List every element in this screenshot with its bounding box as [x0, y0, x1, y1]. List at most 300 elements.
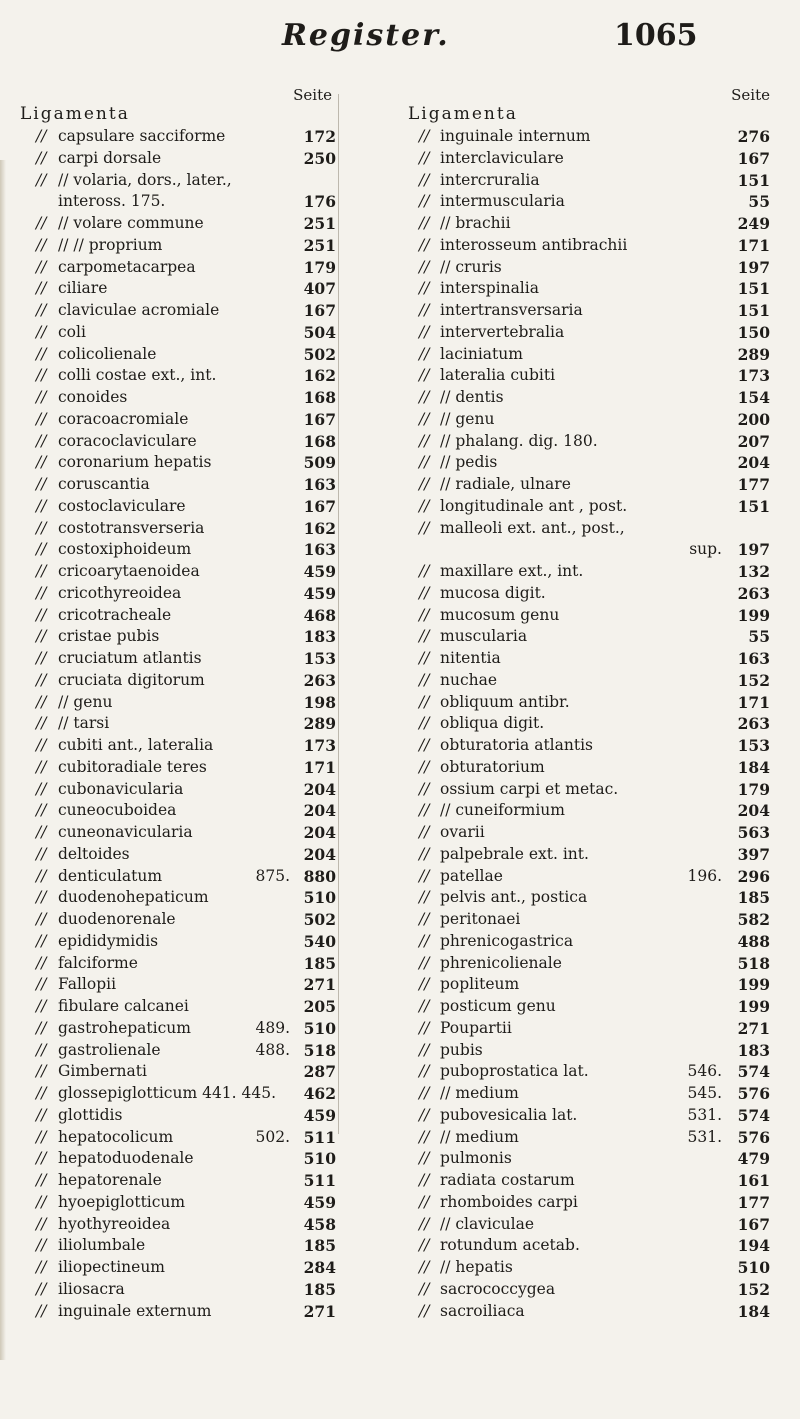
- index-entry: [20, 866, 338, 888]
- index-entry: [20, 909, 338, 931]
- ditto-mark: //: [36, 910, 47, 928]
- index-entry: [348, 1279, 770, 1301]
- entry-page-number: 163: [303, 540, 336, 560]
- index-entry: [20, 344, 338, 366]
- entry-page-number: 179: [737, 779, 770, 799]
- entry-term: hepatocolicum: [58, 1127, 174, 1146]
- entry-term: cristae pubis: [58, 627, 160, 646]
- ditto-mark: //: [419, 888, 430, 907]
- entry-page-number: 184: [737, 757, 770, 777]
- ditto-mark: //: [419, 279, 430, 298]
- index-entry: [20, 431, 338, 453]
- index-entry: [20, 1257, 338, 1279]
- entry-term: // tarsi: [58, 714, 110, 733]
- page-number: 1065: [614, 18, 698, 53]
- entry-term: popliteum: [440, 975, 520, 994]
- entry-term: posticum genu: [440, 997, 556, 1015]
- ditto-mark: //: [36, 431, 47, 450]
- entry-term: ovarii: [440, 823, 485, 841]
- entry-term: // hepatis: [440, 1258, 513, 1276]
- ditto-mark: //: [36, 1236, 47, 1255]
- ditto-mark: //: [419, 148, 430, 167]
- entry-term: colli costae ext., int.: [58, 366, 217, 385]
- ditto-mark: //: [36, 953, 47, 972]
- ditto-mark: //: [419, 1258, 430, 1276]
- entry-term: peritonaei: [440, 910, 521, 928]
- entry-page-number: 199: [737, 997, 770, 1016]
- entry-term: maxillare ext., int.: [440, 562, 584, 580]
- entry-term: phrenicogastrica: [440, 931, 574, 950]
- entry-page-number: 167: [737, 1214, 770, 1234]
- entry-term: costoxiphoideum: [58, 540, 192, 559]
- entry-page-number: 459: [303, 1192, 336, 1212]
- entry-term: iliopectineum: [58, 1258, 166, 1276]
- entry-page-number: 163: [303, 475, 336, 494]
- entry-term: phrenicolienale: [440, 953, 562, 972]
- ditto-mark: //: [36, 627, 47, 646]
- ditto-mark: //: [419, 779, 430, 798]
- index-entry: [20, 278, 338, 300]
- entry-term: coronarium hepatis: [58, 453, 212, 472]
- entry-page-number: 502: [303, 344, 336, 364]
- entry-term: rhomboides carpi: [440, 1192, 578, 1211]
- index-entry: [20, 148, 338, 170]
- index-entry: [348, 257, 770, 279]
- entry-term: pulmonis: [440, 1149, 512, 1168]
- ditto-mark: //: [36, 1258, 47, 1276]
- entry-page-number: 271: [303, 1301, 336, 1321]
- entry-page-number: 197: [737, 540, 770, 560]
- entry-page-number: 177: [737, 475, 770, 494]
- ditto-mark: //: [419, 127, 430, 145]
- index-entry: [20, 1301, 338, 1323]
- ditto-mark: //: [419, 409, 430, 428]
- index-entry: [348, 539, 770, 561]
- entry-term: intervertebralia: [440, 322, 565, 341]
- entry-page-number: 205: [303, 997, 336, 1016]
- entry-page-number: 150: [737, 322, 770, 342]
- ditto-mark: //: [36, 518, 47, 537]
- index-entry: [20, 561, 338, 583]
- entry-term: // cruris: [440, 257, 502, 276]
- entry-term: // brachii: [440, 214, 511, 232]
- index-entry: [348, 148, 770, 170]
- ditto-mark: //: [419, 997, 430, 1015]
- entry-term: laciniatum: [440, 344, 523, 363]
- index-entry: [348, 670, 770, 692]
- entry-term: intermuscularia: [440, 192, 565, 211]
- entry-page-number: 249: [737, 214, 770, 233]
- index-entry: [20, 1279, 338, 1301]
- ditto-mark: //: [36, 279, 47, 298]
- entry-term: coracoacromiale: [58, 409, 189, 428]
- entry-page-number: 184: [737, 1301, 770, 1321]
- entry-term: iliolumbale: [58, 1236, 146, 1255]
- entry-page-number: 162: [303, 366, 336, 386]
- index-entry: [20, 300, 338, 322]
- index-entry: [348, 822, 770, 844]
- ditto-mark: //: [419, 1040, 430, 1059]
- entry-term: inguinale internum: [440, 127, 591, 145]
- ditto-mark: //: [419, 1236, 430, 1255]
- entry-page-number: 407: [303, 279, 336, 299]
- entry-page-number: 198: [303, 692, 336, 712]
- entry-term: cubitoradiale teres: [58, 757, 207, 776]
- ditto-mark: //: [36, 322, 47, 341]
- index-entry: [348, 583, 770, 605]
- index-entry: [20, 779, 338, 801]
- ditto-mark: //: [36, 127, 47, 145]
- entry-page-number: 55: [748, 192, 770, 212]
- entry-page-number: 197: [737, 257, 770, 277]
- entry-term: cubiti ant., lateralia: [58, 736, 214, 754]
- entry-page-number: 510: [303, 1149, 336, 1169]
- index-entry: [348, 757, 770, 779]
- index-entry: [348, 191, 770, 213]
- entry-term: // medium: [440, 1127, 519, 1146]
- entry-term: lateralia cubiti: [440, 366, 556, 385]
- ditto-mark: //: [419, 1149, 430, 1168]
- entry-term: denticulatum: [58, 866, 163, 885]
- index-entry: [20, 757, 338, 779]
- entry-page-number: 163: [737, 649, 770, 668]
- index-entry: [20, 605, 338, 627]
- entry-page-number: 250: [303, 148, 336, 168]
- entry-extra-page: 502.: [255, 1127, 290, 1146]
- ditto-mark: //: [419, 910, 430, 928]
- section-title: Ligamenta: [20, 104, 130, 124]
- index-entry: [348, 474, 770, 496]
- entry-term: obturatoria atlantis: [440, 736, 594, 754]
- index-entry: [348, 648, 770, 670]
- entry-page-number: 502: [303, 910, 336, 929]
- entry-term: hepatoduodenale: [58, 1149, 194, 1168]
- ditto-mark: //: [36, 475, 47, 493]
- ditto-mark: //: [36, 235, 47, 254]
- ditto-mark: //: [36, 1279, 47, 1298]
- entry-page-number: 176: [303, 192, 336, 212]
- entry-term: hyoepiglotticum: [58, 1192, 186, 1211]
- page-title: Register.: [282, 18, 450, 53]
- entry-page-number: 153: [737, 736, 770, 755]
- entry-page-number: 511: [303, 1171, 336, 1190]
- ditto-mark: //: [419, 975, 430, 994]
- entry-extra-page: 875.: [255, 866, 290, 885]
- entry-term: palpebrale ext. int.: [440, 844, 589, 863]
- ditto-mark: //: [419, 649, 430, 667]
- entry-page-number: 263: [737, 583, 770, 603]
- entry-page-number: 458: [303, 1214, 336, 1234]
- entry-term: Poupartii: [440, 1018, 512, 1037]
- ditto-mark: //: [419, 866, 430, 885]
- entry-page-number: 289: [303, 714, 336, 734]
- entry-page-number: 284: [303, 1258, 336, 1277]
- ditto-mark: //: [36, 1214, 47, 1233]
- ditto-mark: //: [419, 931, 430, 950]
- index-entry: [20, 387, 338, 409]
- index-entry: [20, 1170, 338, 1192]
- ditto-mark: //: [36, 1084, 47, 1102]
- index-entry: [348, 1040, 770, 1062]
- ditto-mark: //: [36, 1171, 47, 1189]
- index-entry: [20, 496, 338, 518]
- entry-page-number: 162: [303, 518, 336, 538]
- entry-page-number: 204: [737, 801, 770, 821]
- ditto-mark: //: [419, 1301, 430, 1320]
- entry-page-number: 880: [303, 866, 336, 886]
- entry-term: mucosum genu: [440, 605, 560, 624]
- ditto-mark: //: [36, 1127, 47, 1146]
- entry-term: interspinalia: [440, 279, 539, 298]
- entry-page-number: 154: [737, 388, 770, 407]
- entry-term: costotransverseria: [58, 518, 205, 537]
- ditto-mark: //: [419, 583, 430, 602]
- left-column-head: [20, 86, 338, 126]
- entry-term: claviculae acromiale: [58, 301, 220, 319]
- ditto-mark: //: [36, 736, 47, 754]
- index-entry: [348, 170, 770, 192]
- entry-term: nitentia: [440, 649, 501, 667]
- index-entry: [348, 866, 770, 888]
- ditto-mark: //: [419, 192, 430, 211]
- page-edge-shadow: [0, 160, 6, 1360]
- ditto-mark: //: [419, 1127, 430, 1146]
- index-entry: [20, 800, 338, 822]
- entry-page-number: 271: [303, 975, 336, 995]
- ditto-mark: //: [36, 257, 47, 276]
- entry-term: coli: [58, 322, 86, 341]
- entry-page-number: 171: [303, 757, 336, 777]
- entry-term: costoclaviculare: [58, 496, 186, 515]
- ditto-mark: //: [419, 257, 430, 276]
- entry-term: glossepiglotticum 441. 445.: [58, 1084, 277, 1102]
- index-entry: [348, 1148, 770, 1170]
- entry-extra-page: 489.: [255, 1018, 290, 1037]
- index-entry: [348, 692, 770, 714]
- entry-term: cricotracheale: [58, 605, 172, 624]
- entry-page-number: 185: [303, 1236, 336, 1256]
- entry-term: cubonavicularia: [58, 779, 184, 798]
- ditto-mark: //: [419, 322, 430, 341]
- entry-term: // genu: [58, 692, 113, 711]
- right-column: [348, 86, 770, 1322]
- index-entry: [20, 170, 338, 192]
- index-list: [20, 126, 338, 1322]
- index-entry: [348, 344, 770, 366]
- entry-page-number: 276: [737, 127, 770, 146]
- index-entry: [20, 648, 338, 670]
- index-entry: [20, 539, 338, 561]
- entry-page-number: 518: [737, 953, 770, 973]
- entry-page-number: 204: [303, 779, 336, 799]
- entry-page-number: 185: [303, 1279, 336, 1299]
- index-entry: [20, 1105, 338, 1127]
- entry-page-number: 510: [303, 1018, 336, 1038]
- entry-term: cuneocuboidea: [58, 801, 177, 820]
- ditto-mark: //: [419, 301, 430, 319]
- entry-page-number: 459: [303, 562, 336, 581]
- ditto-mark: //: [36, 1018, 47, 1037]
- ditto-mark: //: [36, 366, 47, 385]
- index-entry: [348, 1083, 770, 1105]
- entry-term: sacroiliaca: [440, 1301, 525, 1320]
- ditto-mark: //: [419, 692, 430, 711]
- index-list: [348, 126, 770, 1322]
- index-entry: [20, 670, 338, 692]
- ditto-mark: //: [419, 366, 430, 385]
- index-entry: [348, 213, 770, 235]
- entry-page-number: 161: [737, 1171, 770, 1190]
- entry-term: interclaviculare: [440, 148, 564, 167]
- entry-page-number: 510: [303, 888, 336, 908]
- index-entry: [348, 713, 770, 735]
- entry-page-number: 153: [303, 649, 336, 668]
- entry-term: mucosa digit.: [440, 583, 546, 602]
- index-entry: [20, 1192, 338, 1214]
- entry-page-number: 459: [303, 583, 336, 603]
- index-entry: [348, 931, 770, 953]
- entry-term: deltoides: [58, 844, 130, 863]
- entry-page-number: 207: [737, 431, 770, 451]
- ditto-mark: //: [419, 1171, 430, 1189]
- index-entry: [348, 496, 770, 518]
- index-entry: [20, 213, 338, 235]
- ditto-mark: //: [419, 823, 430, 841]
- entry-extra-page: 531.: [687, 1105, 722, 1124]
- ditto-mark: //: [36, 1062, 47, 1081]
- entry-term: ossium carpi et metac.: [440, 779, 619, 798]
- index-entry: [348, 800, 770, 822]
- entry-page-number: 540: [303, 931, 336, 951]
- index-entry: [348, 779, 770, 801]
- index-entry: [20, 322, 338, 344]
- entry-term: epididymidis: [58, 931, 159, 950]
- entry-page-number: 459: [303, 1105, 336, 1125]
- entry-extra-page: sup.: [689, 540, 722, 559]
- entry-page-number: 582: [737, 910, 770, 929]
- entry-term: // // proprium: [58, 235, 163, 254]
- index-entry: [20, 518, 338, 540]
- entry-term: // radiale, ulnare: [440, 475, 571, 493]
- ditto-mark: //: [36, 779, 47, 798]
- entry-extra-page: 545.: [687, 1084, 722, 1102]
- section-title: Ligamenta: [408, 104, 518, 124]
- index-entry: [20, 1127, 338, 1149]
- entry-page-number: 185: [737, 888, 770, 908]
- entry-term: obturatorium: [440, 757, 545, 776]
- entry-page-number: 509: [303, 453, 336, 473]
- index-entry: [20, 235, 338, 257]
- index-entry: [20, 583, 338, 605]
- entry-term: conoides: [58, 388, 128, 406]
- ditto-mark: //: [36, 931, 47, 950]
- entry-page-number: 179: [303, 257, 336, 277]
- entry-term: colicolienale: [58, 344, 157, 363]
- ditto-mark: //: [419, 670, 430, 689]
- entry-page-number: 251: [303, 235, 336, 255]
- index-entry: [348, 387, 770, 409]
- index-entry: [20, 1214, 338, 1236]
- index-entry: [20, 974, 338, 996]
- index-entry: [20, 126, 338, 148]
- entry-page-number: 167: [303, 496, 336, 516]
- index-entry: [348, 365, 770, 387]
- ditto-mark: //: [36, 823, 47, 841]
- index-entry: [348, 518, 770, 540]
- index-entry: [20, 474, 338, 496]
- entry-term: gastrohepaticum: [58, 1018, 191, 1037]
- index-entry: [20, 1235, 338, 1257]
- entry-page-number: 518: [303, 1040, 336, 1060]
- index-entry: [348, 1301, 770, 1323]
- entry-term: intertransversaria: [440, 301, 583, 319]
- ditto-mark: //: [36, 409, 47, 428]
- ditto-mark: //: [36, 1192, 47, 1211]
- ditto-mark: //: [419, 1279, 430, 1298]
- ditto-mark: //: [419, 453, 430, 472]
- entry-term: obliqua digit.: [440, 714, 545, 733]
- ditto-mark: //: [419, 431, 430, 450]
- entry-page-number: 574: [737, 1105, 770, 1125]
- index-entry: [20, 953, 338, 975]
- entry-page-number: 204: [303, 823, 336, 842]
- ditto-mark: //: [36, 496, 47, 515]
- entry-page-number: 263: [303, 670, 336, 690]
- index-entry: [348, 561, 770, 583]
- entry-term: carpometacarpea: [58, 257, 196, 276]
- ditto-mark: //: [36, 866, 47, 885]
- ditto-mark: //: [36, 757, 47, 776]
- index-entry: [348, 431, 770, 453]
- ditto-mark: //: [419, 801, 430, 820]
- left-column: [20, 86, 338, 1322]
- index-entry: [20, 1018, 338, 1040]
- entry-term: pelvis ant., postica: [440, 888, 588, 907]
- entry-term: muscularia: [440, 627, 528, 646]
- entry-term: longitudinale ant , post.: [440, 496, 628, 515]
- entry-page-number: 171: [737, 692, 770, 712]
- index-entry: [348, 1061, 770, 1083]
- entry-page-number: 263: [737, 714, 770, 734]
- entry-term: // pedis: [440, 453, 498, 472]
- ditto-mark: //: [36, 344, 47, 363]
- entry-page-number: 168: [303, 388, 336, 407]
- entry-term: coruscantia: [58, 475, 150, 493]
- entry-page-number: 185: [303, 953, 336, 973]
- entry-page-number: 296: [737, 866, 770, 886]
- entry-term: fibulare calcanei: [58, 997, 189, 1015]
- right-column-head: [348, 86, 770, 126]
- entry-term: capsulare sacciforme: [58, 127, 226, 145]
- ditto-mark: //: [419, 170, 430, 189]
- entry-page-number: 183: [737, 1040, 770, 1060]
- index-entry: [348, 626, 770, 648]
- entry-extra-page: 196.: [687, 866, 722, 885]
- ditto-mark: //: [419, 344, 430, 363]
- entry-page-number: 488: [737, 931, 770, 951]
- index-entry: [20, 1148, 338, 1170]
- ditto-mark: //: [419, 214, 430, 232]
- entry-page-number: 183: [303, 627, 336, 647]
- ditto-mark: //: [36, 1301, 47, 1320]
- ditto-mark: //: [36, 844, 47, 863]
- ditto-mark: //: [419, 235, 430, 254]
- ditto-mark: //: [36, 801, 47, 820]
- index-entry: [20, 822, 338, 844]
- entry-term: // phalang. dig. 180.: [440, 431, 598, 450]
- ditto-mark: //: [419, 388, 430, 406]
- entry-page-number: 574: [737, 1062, 770, 1082]
